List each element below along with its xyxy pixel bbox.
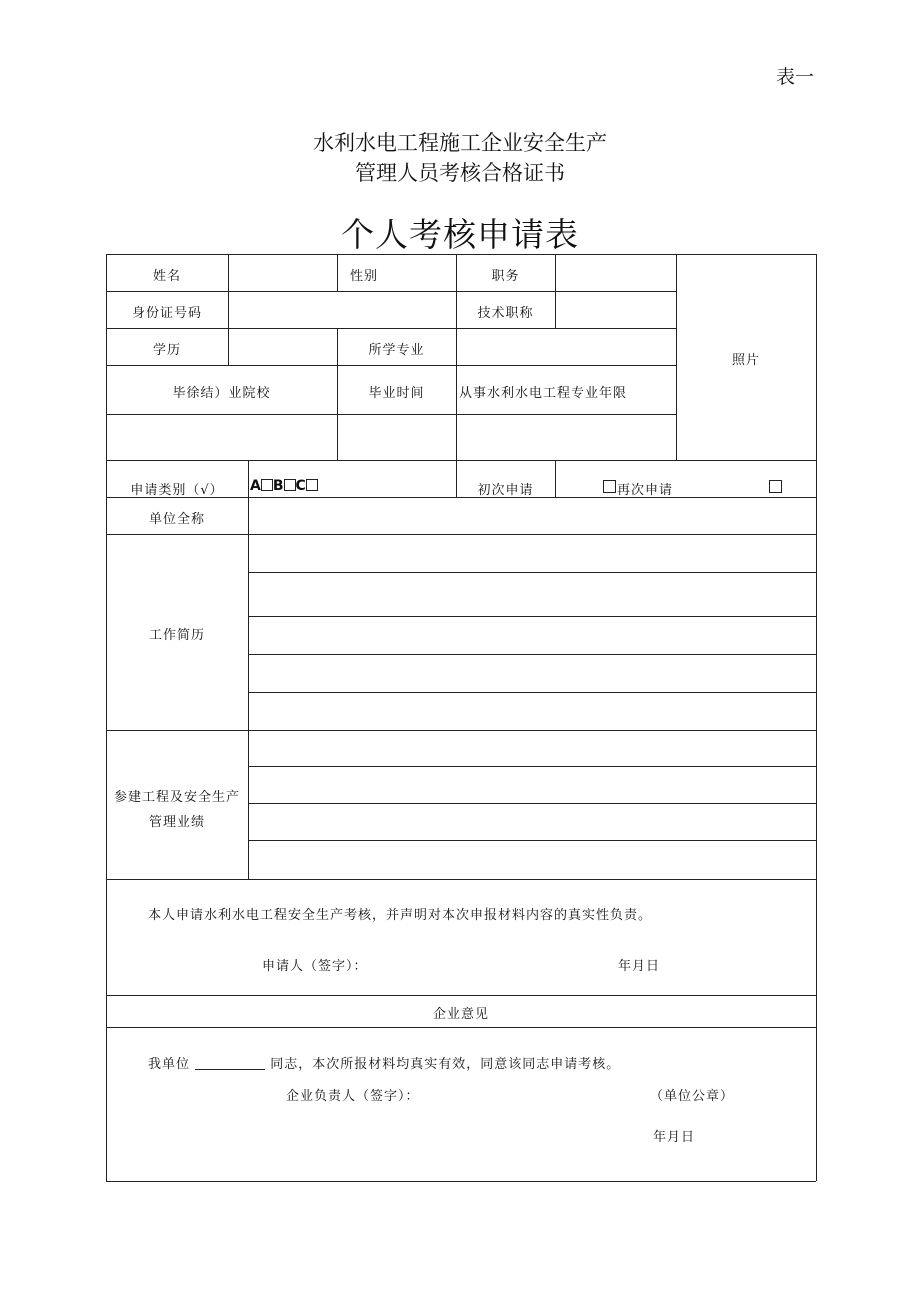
graduated-school-input[interactable] xyxy=(107,415,336,459)
tech-title-label: 技术职称 xyxy=(477,306,534,321)
declaration-date: 年月日 xyxy=(618,959,661,974)
certificate-title-line1: 水利水电工程施工企业安全生产 xyxy=(313,131,607,155)
work-history-label: 工作简历 xyxy=(148,628,205,643)
work-history-line[interactable] xyxy=(249,535,815,571)
page-title: 个人考核申请表 xyxy=(341,215,579,254)
company-label: 单位全称 xyxy=(148,512,205,527)
projects-line[interactable] xyxy=(249,804,815,839)
graduation-time-input[interactable] xyxy=(338,415,455,459)
name-label: 姓名 xyxy=(152,269,181,284)
work-history-line[interactable] xyxy=(249,573,815,615)
position-input[interactable] xyxy=(556,255,675,290)
category-c-checkbox[interactable] xyxy=(306,479,318,491)
projects-line[interactable] xyxy=(249,841,815,878)
tech-title-input[interactable] xyxy=(556,292,675,327)
projects-label-line1: 参建工程及安全生产 xyxy=(113,790,240,805)
category-a-checkbox[interactable] xyxy=(261,479,273,491)
work-history-line[interactable] xyxy=(249,655,815,691)
id-number-input[interactable] xyxy=(229,292,455,327)
form-number: 表一 xyxy=(776,66,815,88)
category-b-checkbox[interactable] xyxy=(284,479,296,491)
company-input[interactable] xyxy=(249,498,815,533)
applicant-signature-field[interactable] xyxy=(380,950,580,974)
certificate-title-line2: 管理人员考核合格证书 xyxy=(355,161,565,185)
category-b-label: B xyxy=(272,478,284,494)
enterprise-opinion-heading: 企业意见 xyxy=(432,1007,489,1022)
gender-input[interactable] xyxy=(396,255,454,290)
projects-line[interactable] xyxy=(249,731,815,765)
projects-line[interactable] xyxy=(249,767,815,802)
gender-label: 性别 xyxy=(350,269,379,284)
position-label: 职务 xyxy=(491,269,520,284)
enterprise-statement-suffix: 同志，本次所报材料均真实有效，同意该同志申请考核。 xyxy=(270,1057,621,1072)
projects-label-line2: 管理业绩 xyxy=(148,815,205,830)
education-input[interactable] xyxy=(229,329,336,364)
enterprise-statement xyxy=(148,1053,620,1072)
employee-name-blank[interactable] xyxy=(195,1057,265,1070)
declaration-text: 本人申请水利水电工程安全生产考核，并声明对本次申报材料内容的真实性负责。 xyxy=(148,908,653,923)
name-input[interactable] xyxy=(229,255,336,290)
years-in-field-input[interactable] xyxy=(457,415,675,459)
graduation-time-label: 毕业时间 xyxy=(368,386,425,401)
applicant-signature-label: 申请人（签字）： xyxy=(262,959,368,974)
enterprise-statement-prefix: 我单位 xyxy=(148,1057,191,1072)
enterprise-date: 年月日 xyxy=(653,1130,696,1145)
years-in-field-label: 从事水利水电工程专业年限 xyxy=(459,386,628,401)
education-label: 学历 xyxy=(152,343,181,358)
photo-label: 照片 xyxy=(731,353,760,368)
re-apply-label: 再次申请 xyxy=(617,483,674,498)
work-history-line[interactable] xyxy=(249,693,815,729)
category-c-label: C xyxy=(295,478,306,494)
first-apply-label: 初次申请 xyxy=(477,483,534,498)
company-seal-label: （单位公章） xyxy=(650,1089,735,1104)
apply-category-label: 申请类别（√） xyxy=(130,483,224,498)
re-apply-checkbox[interactable] xyxy=(769,480,782,493)
major-label: 所学专业 xyxy=(368,343,425,358)
major-input[interactable] xyxy=(457,329,675,364)
enterprise-signature-label: 企业负责人（签字）： xyxy=(286,1089,420,1104)
id-number-label: 身份证号码 xyxy=(131,306,202,321)
graduated-school-label: 毕徐结）业院校 xyxy=(172,386,271,401)
enterprise-signature-field[interactable] xyxy=(430,1080,630,1104)
category-options xyxy=(250,478,318,494)
category-a-label: A xyxy=(250,478,261,494)
first-apply-checkbox[interactable] xyxy=(603,480,616,493)
work-history-line[interactable] xyxy=(249,617,815,653)
